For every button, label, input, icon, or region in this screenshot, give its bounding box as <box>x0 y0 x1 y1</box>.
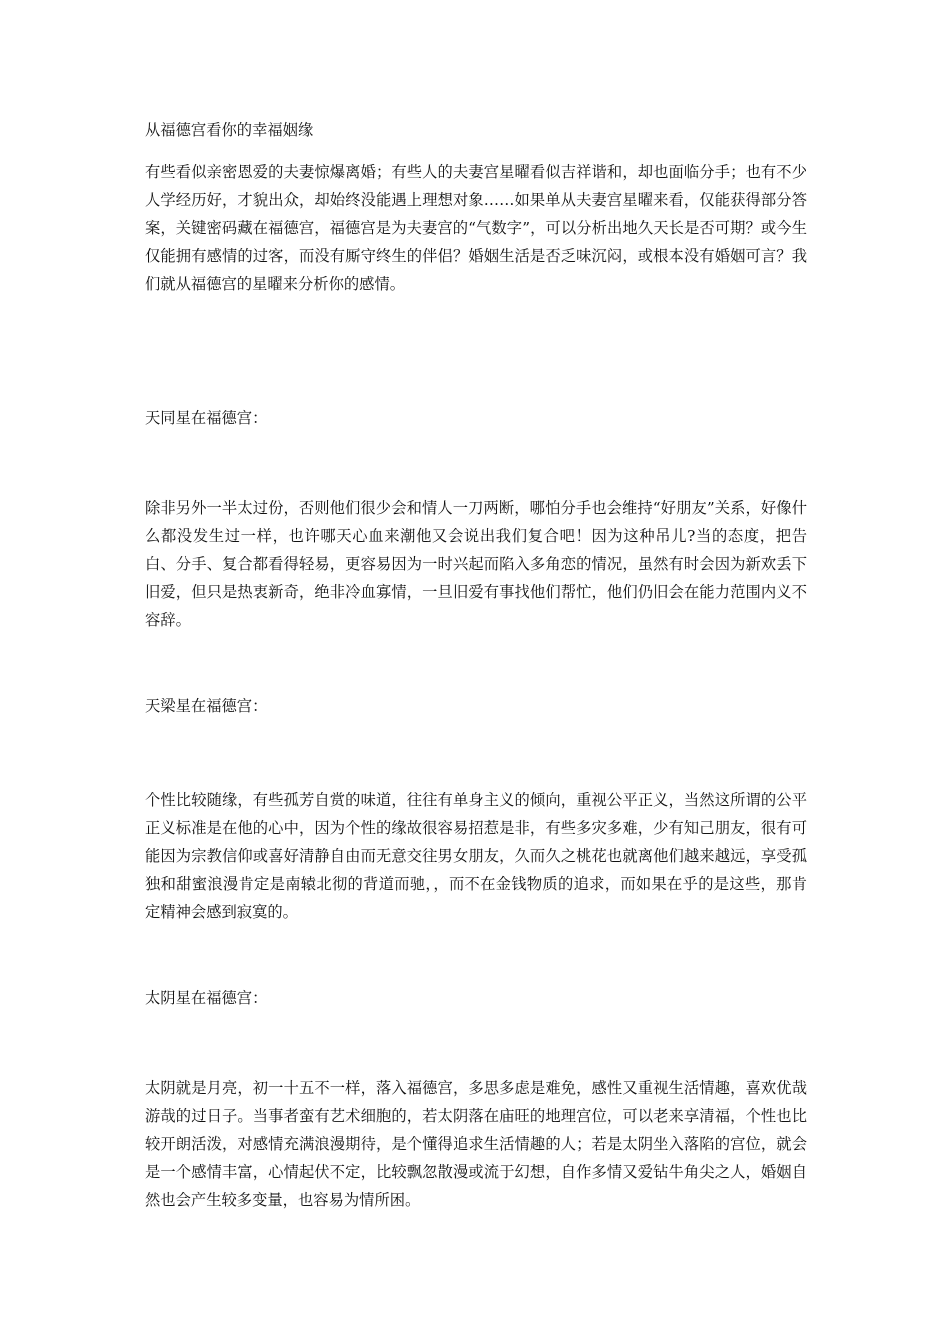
section-heading-tiantong: 天同星在福德宫： <box>145 409 268 427</box>
intro-paragraph: 有些看似亲密恩爱的夫妻惊爆离婚；有些人的夫妻宫星曜看似吉祥谐和，却也面临分手；也有不少人学经历好，才貌出众，却始终没能遇上理想对象……如果单从夫妻宫星曜来看，仅能获得部分答案，关键密码藏在福德宫，福德宫是为夫妻宫的“气数字”，可以分析出地久天长是否可期？或今生仅能拥有感情的过客，而没有厮守终生的伴侣？婚姻生活是否乏味沉闷，或根本没有婚姻可言？我们就从福德宫的星曜来分析你的感情。 <box>145 163 807 293</box>
section-heading-taiyin: 太阴星在福德宫： <box>145 989 268 1007</box>
document-title: 从福德宫看你的幸福姻缘 <box>145 121 314 139</box>
section-body-tianliang: 个性比较随缘，有些孤芳自赏的味道，往往有单身主义的倾向，重视公平正义，当然这所谓的公平正义标准是在他的心中，因为个性的缘故很容易招惹是非，有些多灾多难，少有知己朋友，很有可能因为宗教信仰或喜好清静自由而无意交往男女朋友，久而久之桃花也就离他们越来越远，享受孤独和甜蜜浪漫肯定是南辕北彻的背道而驰，，而不在金钱物质的追求，而如果在乎的是这些，那肯定精神会感到寂寞的。 <box>145 791 807 921</box>
section-body-tiantong: 除非另外一半太过份，否则他们很少会和情人一刀两断，哪怕分手也会维持“好朋友”关系，好像什么都没发生过一样，也许哪天心血来潮他又会说出我们复合吧！因为这种吊儿?当的态度，把告白、分手、复合都看得轻易，更容易因为一时兴起而陷入多角恋的情况，虽然有时会因为新欢丢下旧爱，但只是热衷新奇，绝非冷血寡情，一旦旧爱有事找他们帮忙，他们仍旧会在能力范围内义不容辞。 <box>145 499 807 629</box>
section-body-taiyin: 太阴就是月亮，初一十五不一样，落入福德宫，多思多虑是难免，感性又重视生活情趣，喜欢优哉游哉的过日子。当事者蛮有艺术细胞的，若太阴落在庙旺的地理宫位，可以老来享清福，个性也比较开朗活泼，对感情充满浪漫期待，是个懂得追求生活情趣的人；若是太阴坐入落陷的宫位，就会是一个感情丰富，心情起伏不定，比较飘忽散漫或流于幻想，自作多情又爱钻牛角尖之人，婚姻自然也会产生较多变量，也容易为情所困。 <box>145 1079 807 1209</box>
section-heading-tianliang: 天梁星在福德宫： <box>145 697 268 715</box>
